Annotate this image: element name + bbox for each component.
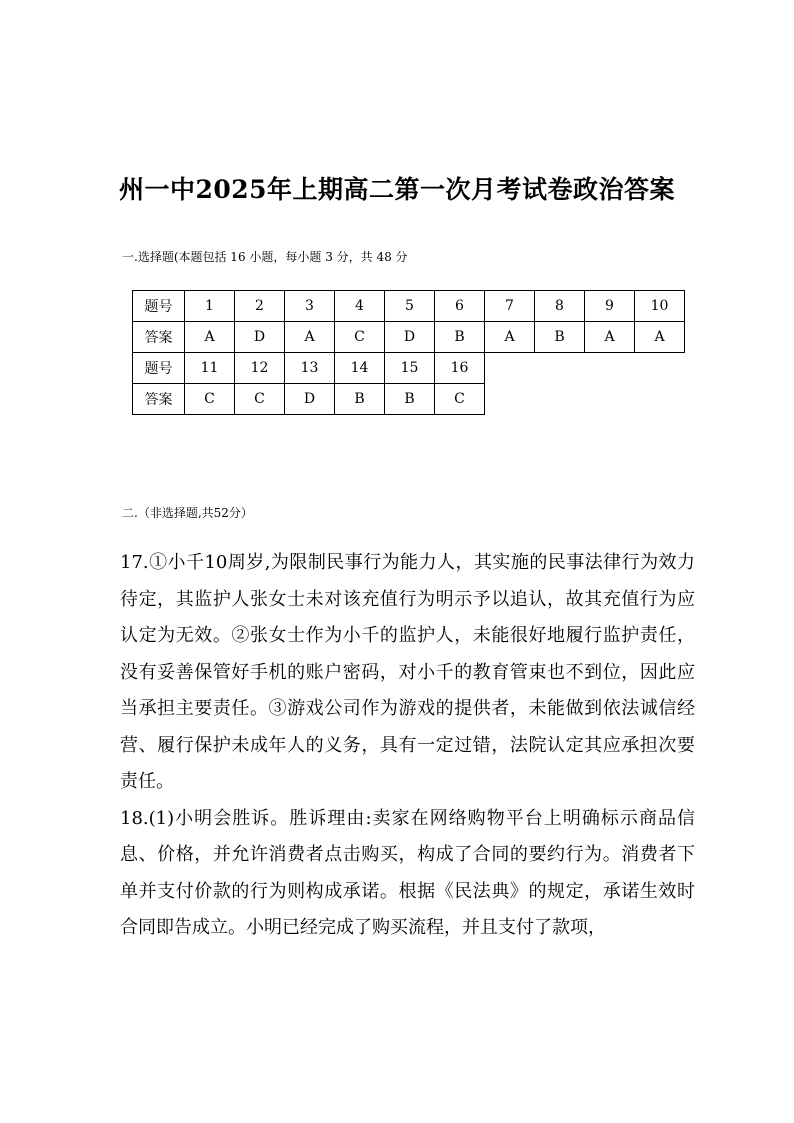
table-cell: D [385,322,435,353]
table-cell: 5 [385,291,435,322]
answer-q18: 18.(1)小明会胜诉。胜诉理由:卖家在网络购物平台上明确标示商品信息、价格，并允许消费者点击购买，构成了合同的要约行为。消费者下单并支付价款的行为则构成承诺。根据《民法典》的规定，承诺生效时合同即告成立。小明已经完成了购买流程，并且支付了款项， [120,807,695,938]
table-cell: 1 [185,291,235,322]
table-cell: 14 [335,353,385,384]
table-cell: C [335,322,385,353]
table-cell: 4 [335,291,385,322]
table-cell: 6 [435,291,485,322]
table-cell: 15 [385,353,435,384]
section-heading-choice: 一.选择题(本题包括 16 小题，每小题 3 分，共 48 分 [122,250,408,264]
table-row [133,291,685,322]
table-header-cell: 题号 [133,353,185,384]
empty-cell [535,384,585,415]
table-cell: 16 [435,353,485,384]
table-cell: 8 [535,291,585,322]
table-cell: B [335,384,385,415]
table-cell: B [435,322,485,353]
empty-cell [635,353,685,384]
empty-cell [635,384,685,415]
empty-cell [535,353,585,384]
table-cell: 10 [635,291,685,322]
answer-table [132,290,685,415]
table-cell: D [285,384,335,415]
table-cell: D [235,322,285,353]
table-cell: A [585,322,635,353]
table-cell: B [385,384,435,415]
table-row [133,384,685,415]
empty-cell [585,384,635,415]
table-cell: 2 [235,291,285,322]
answer-q17: 17.①小千10周岁,为限制民事行为能力人，其实施的民事法律行为效力待定，其监护人张女士未对该充值行为明示予以追认，故其充值行为应认定为无效。②张女士作为小千的监护人，未能很好地履行监护责任，没有妥善保管好手机的账户密码，对小千的教育管束也不到位，因此应当承担主要责任。③游戏公司作为游戏的提供者，未能做到依法诚信经营、履行保护未成年人的义务，具有一定过错，法院认定其应承担次要责任。 [120,552,695,792]
table-header-cell: 答案 [133,384,185,415]
answer-body [120,545,695,947]
table-cell: 13 [285,353,335,384]
section-heading-nonchoice: 二.（非选择题,共52分） [122,506,253,520]
table-cell: C [435,384,485,415]
table-cell: 9 [585,291,635,322]
page-title: 州一中2025年上期高二第一次月考试卷政治答案 [118,175,676,204]
table-cell: 12 [235,353,285,384]
empty-cell [485,384,535,415]
table-cell: C [185,384,235,415]
table-row [133,353,685,384]
table-cell: 7 [485,291,535,322]
table-cell: A [285,322,335,353]
empty-cell [485,353,535,384]
table-cell: A [635,322,685,353]
table-cell: 11 [185,353,235,384]
table-cell: 3 [285,291,335,322]
table-cell: A [485,322,535,353]
table-cell: C [235,384,285,415]
table-header-cell: 题号 [133,291,185,322]
table-cell: A [185,322,235,353]
empty-cell [585,353,635,384]
table-cell: B [535,322,585,353]
table-header-cell: 答案 [133,322,185,353]
table-row [133,322,685,353]
